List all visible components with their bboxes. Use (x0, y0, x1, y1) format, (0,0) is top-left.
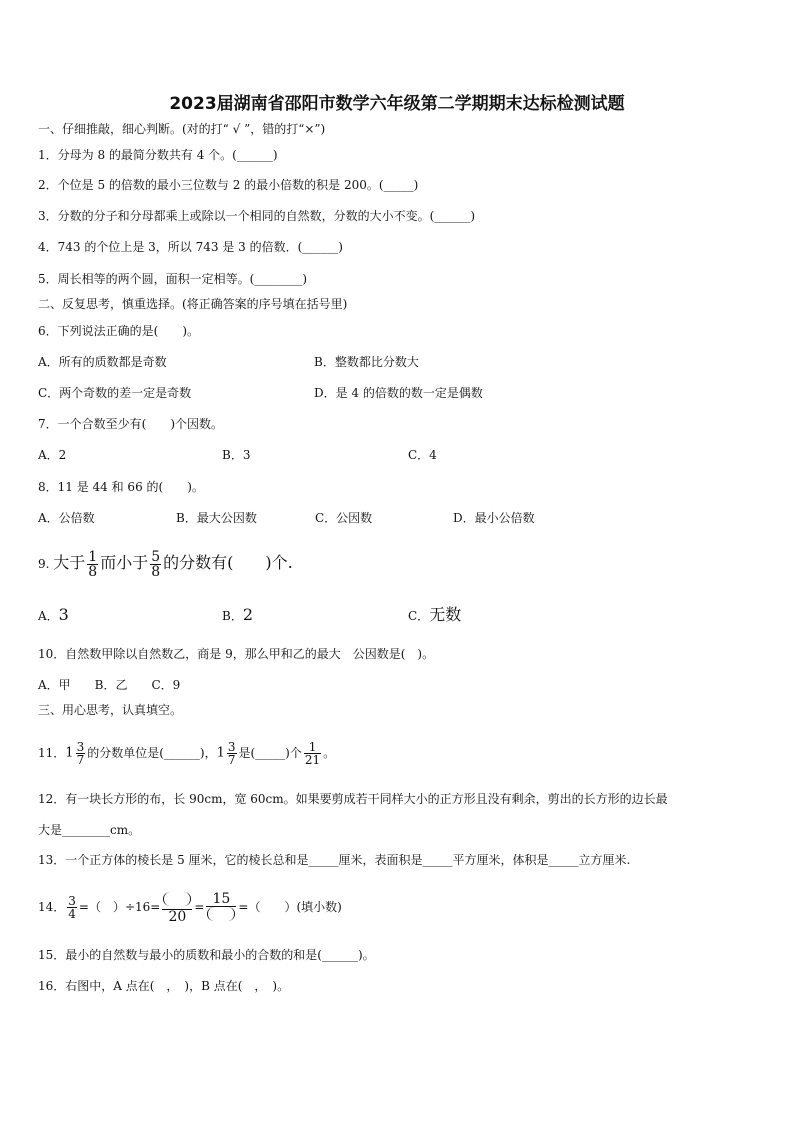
fraction-denominator: 7 (227, 753, 236, 767)
question-5: 5．周长相等的两个圆，面积一定相等。(________) (38, 272, 307, 286)
fraction-numerator: 5 (151, 549, 161, 565)
option-label: A． (38, 609, 59, 623)
mixed-number-whole: 1 (65, 745, 74, 761)
blank-paren (163, 892, 191, 906)
question-4: 4．743 的个位上是 3，所以 743 是 3 的倍数．(______) (38, 240, 343, 254)
fraction-three-sevenths (76, 741, 86, 766)
question-10-options: A．甲 B．乙 C．9 (38, 678, 181, 692)
question-9-option-b (222, 607, 253, 624)
question-11-text-2: 是(_____)个 (238, 746, 302, 760)
question-14-number: 14． (38, 900, 66, 914)
question-9-text-3: 的分数有( )个. (163, 553, 293, 572)
question-6-option-c: C．两个奇数的差一定是奇数 (38, 386, 192, 400)
fraction-numerator: 1 (304, 741, 321, 754)
question-1: 1．分母为 8 的最简分数共有 4 个。(______) (38, 148, 278, 162)
question-7-option-a: A．2 (38, 448, 67, 462)
fraction-five-eighths (150, 550, 161, 579)
question-3: 3．分数的分子和分母都乘上或除以一个相同的自然数，分数的大小不变。(______) (38, 209, 476, 223)
option-label: B． (222, 609, 243, 623)
option-value: 2 (242, 605, 254, 624)
option-label: C． (408, 609, 430, 623)
question-15: 15．最小的自然数与最小的质数和最小的合数的和是(______)。 (38, 948, 375, 962)
question-11-number: 11． (38, 746, 66, 760)
question-8-option-d: D．最小公倍数 (453, 511, 535, 525)
option-value: 3 (58, 605, 69, 624)
question-6-option-d: D．是 4 的倍数的数一定是偶数 (314, 386, 483, 400)
fraction-one-twenty-first (304, 741, 321, 766)
section-1-heading: 一、仔细推敲，细心判断。(对的打“ √ ”，错的打“×”) (38, 122, 326, 136)
question-14-text-2: =（ ）(填小数) (238, 900, 342, 914)
blank-paren (207, 907, 235, 921)
option-value: 无数 (429, 605, 462, 624)
fraction-denominator: 21 (304, 753, 321, 767)
fraction-one-eighth (87, 550, 98, 579)
fraction-denominator: 8 (151, 564, 161, 580)
fraction-three-quarters (67, 895, 77, 920)
section-2-heading: 二、反复思考，慎重选择。(将正确答案的序号填在括号里) (38, 297, 348, 311)
question-7-option-c: C．4 (408, 448, 437, 462)
question-8-option-c: C．公因数 (315, 511, 373, 525)
question-6-option-a: A．所有的质数都是奇数 (38, 355, 167, 369)
section-3-heading: 三、用心思考，认真填空。 (38, 703, 183, 717)
fraction-blank-over-twenty (162, 892, 192, 924)
fraction-denominator: 4 (68, 907, 76, 921)
fraction-numerator-blank (162, 892, 192, 910)
equals-sign: = (194, 900, 205, 914)
question-9-number: 9. (38, 557, 50, 571)
fraction-fifteen-over-blank (206, 892, 236, 924)
question-13: 13．一个正方体的棱长是 5 厘米，它的棱长总和是_____厘米，表面积是_____平方厘米，体积是_____立方厘米. (38, 853, 631, 867)
question-8-option-b: B．最大公因数 (176, 511, 257, 525)
fraction-three-sevenths (227, 741, 237, 766)
question-11-text-3: 。 (323, 746, 336, 760)
question-7-option-b: B．3 (222, 448, 251, 462)
question-9-option-c (408, 607, 461, 624)
page-title: 2023届湖南省邵阳市数学六年级第二学期期末达标检测试题 (169, 94, 625, 114)
mixed-number-whole: 1 (216, 745, 225, 761)
question-12-line-1: 12．有一块长方形的布，长 90cm，宽 60cm。如果要剪成若干同样大小的正方形且没有剩余，剪出的长方形的边长最 (38, 792, 668, 806)
fraction-denominator: 7 (76, 753, 85, 767)
question-8-stem: 8．11 是 44 和 66 的( )。 (38, 480, 204, 494)
fraction-numerator: 3 (76, 740, 85, 754)
question-7-stem: 7．一个合数至少有( )个因数。 (38, 417, 223, 431)
question-6-stem: 6．下列说法正确的是( )。 (38, 324, 199, 338)
fraction-denominator-blank (206, 907, 236, 924)
fraction-numerator: 1 (88, 549, 98, 565)
fraction-denominator: 20 (168, 908, 187, 925)
question-2: 2．个位是 5 的倍数的最小三位数与 2 的最小倍数的积是 200。(_____) (38, 178, 419, 192)
question-9-text-1: 大于 (53, 553, 86, 572)
question-9-stem (38, 546, 293, 581)
question-12-line-2: 大是________cm。 (38, 823, 141, 837)
question-16: 16．右图中，A 点在( ， )，B 点在( ， )。 (38, 979, 290, 993)
question-11-text-1: 的分数单位是(______)， (87, 746, 217, 760)
question-6-option-b: B．整数都比分数大 (314, 355, 419, 369)
question-10-stem: 10．自然数甲除以自然数乙，商是 9，那么甲和乙的最大 公因数是( )。 (38, 647, 435, 661)
fraction-numerator: 15 (206, 892, 236, 907)
question-8-option-a: A．公倍数 (38, 511, 95, 525)
question-14 (38, 885, 342, 929)
question-14-text-1: =（ ）÷16= (78, 900, 161, 914)
fraction-numerator: 3 (227, 740, 236, 754)
question-9-option-a (38, 607, 69, 624)
fraction-numerator: 3 (68, 894, 76, 908)
fraction-denominator: 8 (88, 564, 98, 580)
question-9-text-2: 而小于 (100, 553, 149, 572)
question-11 (38, 733, 335, 774)
